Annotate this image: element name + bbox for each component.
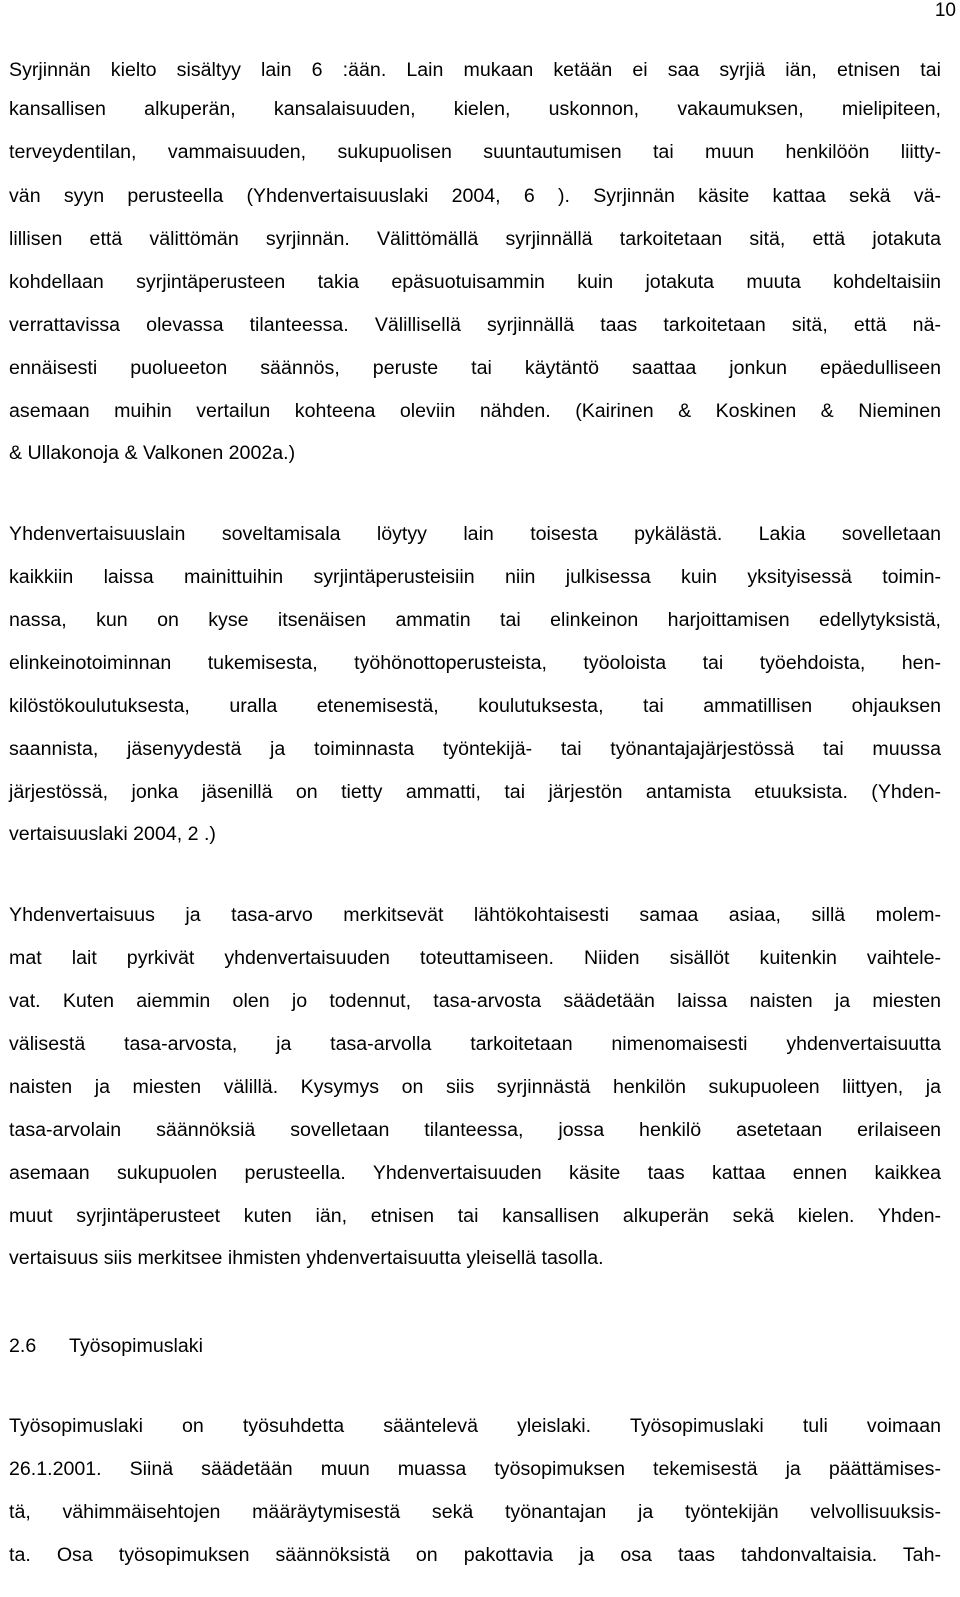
text-line: terveydentilan, vammaisuuden, sukupuolisen suuntautumisen tai muun henkilöön liitty- xyxy=(9,141,941,163)
text-line: & Ullakonoja & Valkonen 2002a.) xyxy=(9,442,296,464)
text-line: asemaan muihin vertailun kohteena oleviin nähden. (Kairinen & Koskinen & Nieminen xyxy=(9,400,941,422)
text-line: asemaan sukupuolen perusteella. Yhdenvertaisuuden käsite taas kattaa ennen kaikkea xyxy=(9,1162,941,1184)
text-line: muut syrjintäperusteet kuten iän, etnisen tai kansallisen alkuperän sekä kielen. Yhden- xyxy=(9,1205,941,1227)
text-line: tä, vähimmäisehtojen määräytymisestä sekä työnantajan ja työntekijän velvollisuuksis- xyxy=(9,1501,941,1523)
text-line: Yhdenvertaisuuslain soveltamisala löytyy lain toisesta pykälästä. Lakia sovelletaan xyxy=(9,523,941,545)
text-line: ennäisesti puolueeton säännös, peruste tai käytäntö saattaa jonkun epäedulliseen xyxy=(9,357,941,379)
text-line: vertaisuuslaki 2004, 2 .) xyxy=(9,823,216,845)
text-line: lillisen että välittömän syrjinnän. Välittömällä syrjinnällä tarkoitetaan sitä, että jotakuta xyxy=(9,228,941,250)
text-line: kansallisen alkuperän, kansalaisuuden, kielen, uskonnon, vakaumuksen, mielipiteen, xyxy=(9,98,941,120)
text-line: 26.1.2001. Siinä säädetään muun muassa työsopimuksen tekemisestä ja päättämises- xyxy=(9,1458,941,1480)
text-line: elinkeinotoiminnan tukemisesta, työhönottoperusteista, työoloista tai työehdoista, hen- xyxy=(9,652,941,674)
section-number: 2.6 xyxy=(9,1335,37,1357)
text-line: ta. Osa työsopimuksen säännöksistä on pakottavia ja osa taas tahdonvaltaisia. Tah- xyxy=(9,1544,941,1566)
text-line: mat lait pyrkivät yhdenvertaisuuden toteuttamiseen. Niiden sisällöt kuitenkin vaihtele- xyxy=(9,947,941,969)
text-line: välisestä tasa-arvosta, ja tasa-arvolla tarkoitetaan nimenomaisesti yhdenvertaisuutta xyxy=(9,1033,941,1055)
text-line: kilöstökoulutuksesta, uralla etenemisestä, koulutuksesta, tai ammatillisen ohjauksen xyxy=(9,695,941,717)
text-line: Yhdenvertaisuus ja tasa-arvo merkitsevät lähtökohtaisesti samaa asiaa, sillä molem- xyxy=(9,904,941,926)
text-line: Syrjinnän kielto sisältyy lain 6 :ään. Lain mukaan ketään ei saa syrjiä iän, etnisen tai xyxy=(9,59,941,81)
text-line: saannista, jäsenyydestä ja toiminnasta työntekijä- tai työnantajajärjestössä tai muussa xyxy=(9,738,941,760)
text-line: nassa, kun on kyse itsenäisen ammatin tai elinkeinon harjoittamisen edellytyksistä, xyxy=(9,609,941,631)
text-line: kohdellaan syrjintäperusteen takia epäsuotuisammin kuin jotakuta muuta kohdeltaisiin xyxy=(9,271,941,293)
text-line: vat. Kuten aiemmin olen jo todennut, tasa-arvosta säädetään laissa naisten ja miesten xyxy=(9,990,941,1012)
section-heading xyxy=(9,1334,203,1358)
text-line: verrattavissa olevassa tilanteessa. Välillisellä syrjinnällä taas tarkoitetaan sitä, että nä- xyxy=(9,314,941,336)
text-line: tasa-arvolain säännöksiä sovelletaan tilanteessa, jossa henkilö asetetaan erilaiseen xyxy=(9,1119,941,1141)
text-line: vän syyn perusteella (Yhdenvertaisuuslaki 2004, 6 ). Syrjinnän käsite kattaa sekä vä- xyxy=(9,185,941,207)
section-title: Työsopimuslaki xyxy=(69,1335,203,1357)
page-number: 10 xyxy=(934,0,956,21)
text-line: kaikkiin laissa mainittuihin syrjintäperusteisiin niin julkisessa kuin yksityisessä toimin- xyxy=(9,566,941,588)
text-line: Työsopimuslaki on työsuhdetta sääntelevä yleislaki. Työsopimuslaki tuli voimaan xyxy=(9,1415,941,1437)
text-line: vertaisuus siis merkitsee ihmisten yhdenvertaisuutta yleisellä tasolla. xyxy=(9,1247,604,1269)
text-line: naisten ja miesten välillä. Kysymys on siis syrjinnästä henkilön sukupuoleen liittyen, ja xyxy=(9,1076,941,1098)
text-line: järjestössä, jonka jäsenillä on tietty ammatti, tai järjestön antamista etuuksista. (Yhden- xyxy=(9,781,941,803)
